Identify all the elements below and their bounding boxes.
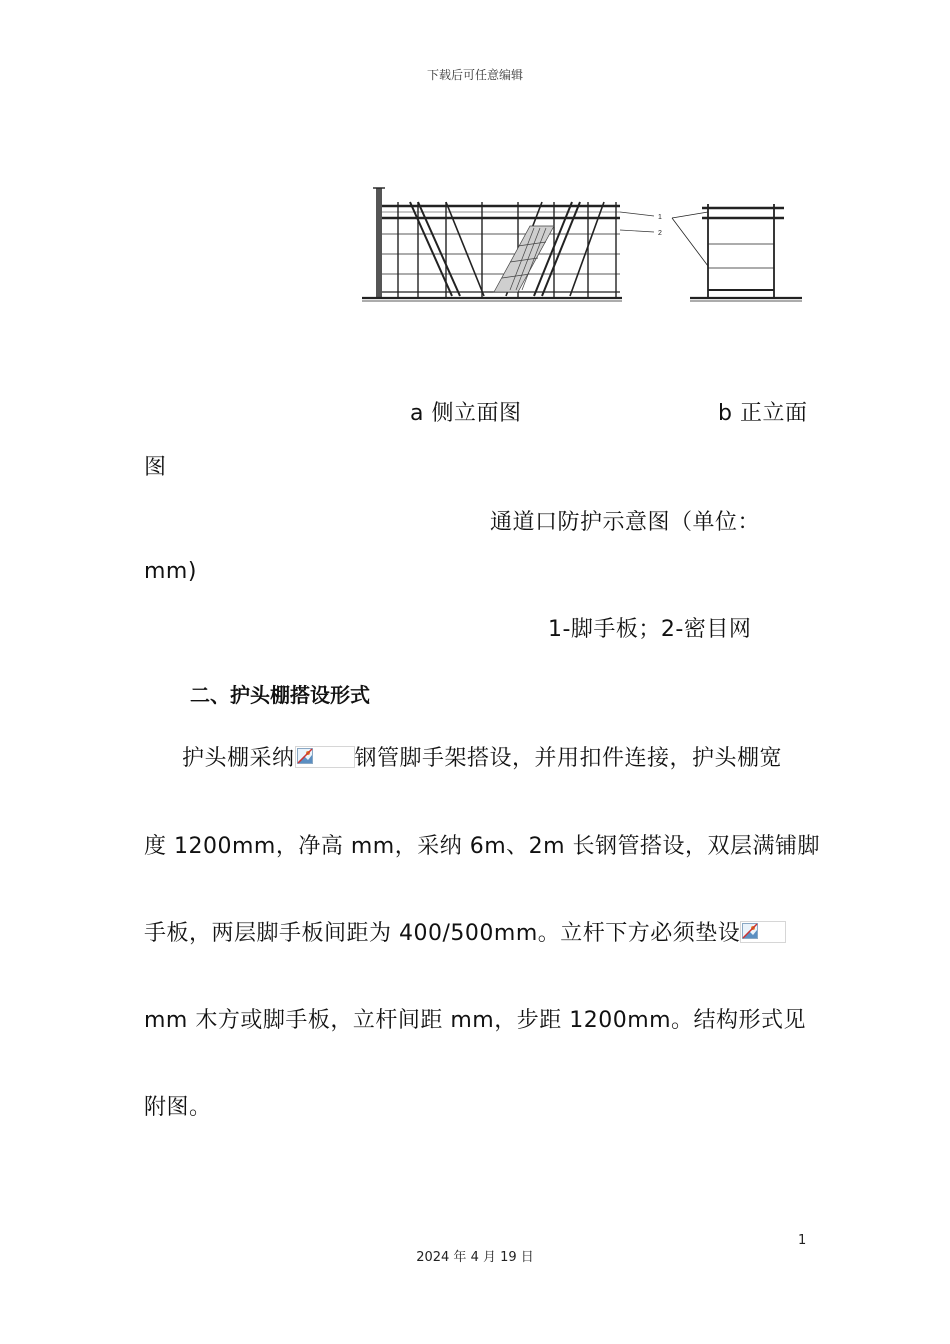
page-number: 1 [798,1233,807,1248]
front-elevation-drawing [672,204,802,301]
caption-b-front-elevation: b 正立面 [718,401,808,426]
paragraph-line-4: mm 木方或脚手板，立杆间距 mm，步距 1200mm。结构形式见 [144,1008,807,1033]
callout-1: 1 [658,214,662,221]
page-header-note: 下载后可任意编辑 [426,68,523,82]
paragraph-text: 护头棚采纳 [182,746,295,771]
safety-net-hatch [494,226,554,292]
callout-2: 2 [658,230,662,237]
paragraph-text: 钢管脚手架搭设，并用扣件连接，护头棚宽 [354,746,783,771]
paragraph-text: 手板，两层脚手板间距为 400/500mm。立杆下方必须垫设 [144,921,741,946]
broken-image-icon [295,746,355,768]
paragraph-line-5: 附图。 [144,1095,212,1120]
caption-a-side-elevation: a 侧立面图 [410,401,522,426]
paragraph-line-3 [144,916,786,947]
section-heading: 二、护头棚搭设形式 [190,683,370,707]
caption-b-wrap: 图 [144,455,167,480]
figure-title: 通道口防护示意图（单位： [490,510,761,535]
paragraph-line-1 [182,741,782,772]
footer-date: 2024 年 4 月 19 日 [416,1250,534,1265]
figure-legend: 1-脚手板；2-密目网 [548,617,752,642]
side-elevation-drawing [362,188,622,301]
broken-image-icon [740,921,786,943]
passage-protection-diagram [358,186,810,308]
paragraph-line-2: 度 1200mm，净高 mm，采纳 6m、2m 长钢管搭设，双层满铺脚 [144,834,821,859]
callout-leaders [620,212,654,232]
figure-title-unit: mm) [144,559,197,584]
